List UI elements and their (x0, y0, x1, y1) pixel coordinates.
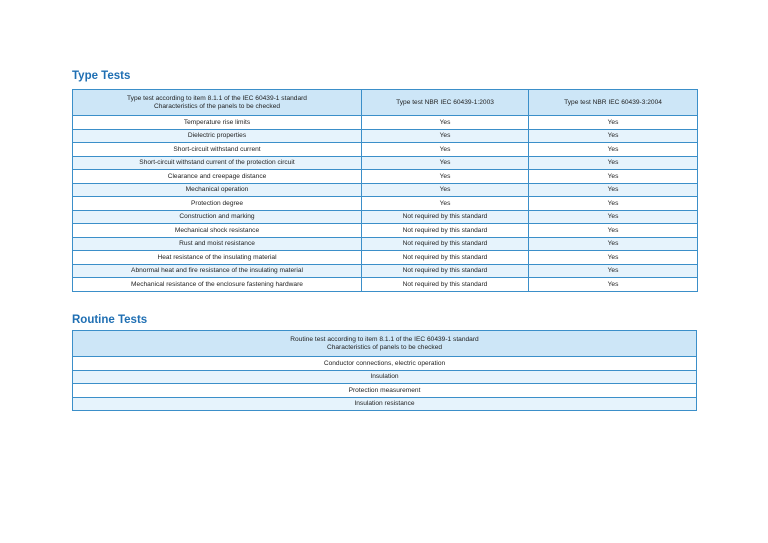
routine-header-line2: Characteristics of panels to be checked (326, 343, 443, 351)
table-row (73, 237, 698, 251)
cell-characteristic: Short-circuit withstand current of the protection circuit (73, 156, 362, 170)
header-characteristics-line1: Type test according to item 8.1.1 of the IEC 60439-1 standard (127, 94, 307, 102)
cell-nbr-60439-1: Not required by this standard (362, 237, 529, 251)
cell-characteristic: Clearance and creepage distance (73, 170, 362, 184)
cell-nbr-60439-3: Yes (529, 197, 698, 211)
cell-characteristic: Dielectric properties (73, 129, 362, 143)
routine-tests-header-row (73, 331, 697, 357)
cell-nbr-60439-3: Yes (529, 251, 698, 265)
cell-characteristic: Protection degree (73, 197, 362, 211)
table-row (73, 370, 697, 384)
table-row (73, 197, 698, 211)
cell-characteristic: Short-circuit withstand current (73, 143, 362, 157)
cell-nbr-60439-3: Yes (529, 129, 698, 143)
type-tests-header-row (73, 90, 698, 116)
table-row (73, 129, 698, 143)
cell-characteristic: Mechanical operation (73, 183, 362, 197)
routine-header-line1: Routine test according to item 8.1.1 of the IEC 60439-1 standard (290, 335, 479, 343)
cell-nbr-60439-1: Yes (362, 183, 529, 197)
table-row (73, 116, 698, 130)
cell-nbr-60439-1: Not required by this standard (362, 264, 529, 278)
cell-nbr-60439-1: Yes (362, 116, 529, 130)
table-row (73, 183, 698, 197)
cell-routine-characteristic: Protection measurement (73, 384, 697, 398)
cell-nbr-60439-3: Yes (529, 278, 698, 292)
cell-nbr-60439-3: Yes (529, 210, 698, 224)
cell-characteristic: Mechanical resistance of the enclosure fastening hardware (73, 278, 362, 292)
cell-characteristic: Construction and marking (73, 210, 362, 224)
table-row (73, 278, 698, 292)
cell-characteristic: Heat resistance of the insulating material (73, 251, 362, 265)
cell-nbr-60439-3: Yes (529, 224, 698, 238)
header-characteristics-line2: Characteristics of the panels to be checked (153, 102, 281, 110)
type-tests-table (72, 89, 698, 292)
routine-header (73, 331, 697, 357)
table-row (73, 224, 698, 238)
cell-nbr-60439-1: Yes (362, 143, 529, 157)
table-row (73, 357, 697, 371)
cell-nbr-60439-1: Yes (362, 129, 529, 143)
table-row (73, 264, 698, 278)
cell-nbr-60439-3: Yes (529, 183, 698, 197)
table-row (73, 210, 698, 224)
header-nbr-60439-1: Type test NBR IEC 60439-1:2003 (362, 90, 529, 116)
cell-characteristic: Abnormal heat and fire resistance of the insulating material (73, 264, 362, 278)
table-row (73, 384, 697, 398)
table-row (73, 156, 698, 170)
cell-routine-characteristic: Insulation resistance (73, 397, 697, 411)
table-row (73, 170, 698, 184)
cell-nbr-60439-1: Not required by this standard (362, 210, 529, 224)
cell-nbr-60439-3: Yes (529, 170, 698, 184)
header-characteristics (73, 90, 362, 116)
cell-nbr-60439-3: Yes (529, 237, 698, 251)
cell-nbr-60439-1: Not required by this standard (362, 278, 529, 292)
cell-nbr-60439-1: Not required by this standard (362, 224, 529, 238)
cell-nbr-60439-1: Yes (362, 156, 529, 170)
cell-nbr-60439-3: Yes (529, 264, 698, 278)
routine-tests-title: Routine Tests (72, 314, 148, 326)
routine-tests-table (72, 330, 697, 411)
cell-routine-characteristic: Conductor connections, electric operation (73, 357, 697, 371)
table-row (73, 251, 698, 265)
cell-nbr-60439-3: Yes (529, 116, 698, 130)
cell-nbr-60439-3: Yes (529, 143, 698, 157)
cell-routine-characteristic: Insulation (73, 370, 697, 384)
cell-characteristic: Temperature rise limits (73, 116, 362, 130)
table-row (73, 397, 697, 411)
cell-nbr-60439-1: Yes (362, 170, 529, 184)
cell-nbr-60439-3: Yes (529, 156, 698, 170)
cell-characteristic: Rust and moist resistance (73, 237, 362, 251)
cell-nbr-60439-1: Yes (362, 197, 529, 211)
table-row (73, 143, 698, 157)
cell-nbr-60439-1: Not required by this standard (362, 251, 529, 265)
cell-characteristic: Mechanical shock resistance (73, 224, 362, 238)
type-tests-title: Type Tests (72, 70, 131, 82)
header-nbr-60439-3: Type test NBR IEC 60439-3:2004 (529, 90, 698, 116)
